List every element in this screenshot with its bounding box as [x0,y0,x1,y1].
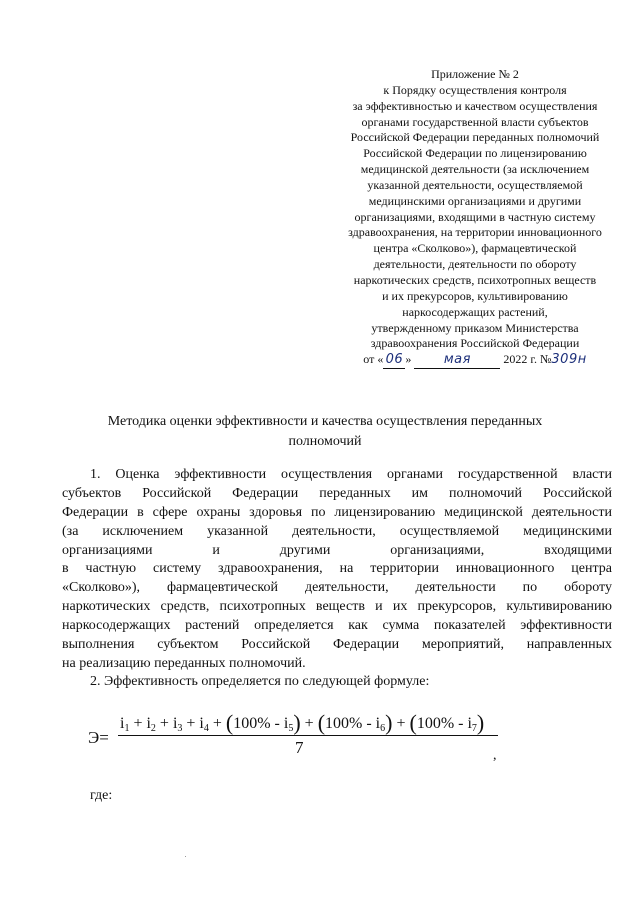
appendix-line: Российской Федерации переданных полномочий [350,130,600,145]
scan-speck [185,856,186,857]
paragraph-line: «Сколково»), фармацевтической деятельности, деятельности по обороту [62,580,612,596]
formula-lhs: Э= [88,728,109,747]
formula-numerator: $i_1 + i_2 + i_3 + i_4 + (100\% - i_5) + (100\% - i_6) + (100\% - i_7)$ [120,710,485,735]
appendix-header [330,67,620,369]
appendix-line: за эффективностью и качеством осуществления [352,98,598,113]
appendix-line: к Порядку осуществления контроля [383,82,567,97]
paragraph-line: наркотических средств, психотропных веществ и их прекурсоров, культивированию [62,599,612,615]
appendix-line: здравоохранения, на территории инновационного [348,225,602,240]
appendix-line: медицинской деятельности (за исключением [360,162,590,177]
date-month: мая [414,352,500,369]
paragraph-line: выполнения субъектом Российской Федерации мероприятий, направленных [62,637,612,653]
appendix-line: органами государственной власти субъектов [361,114,589,129]
title-line: Методика оценки эффективности и качества осуществления переданных [107,414,543,429]
appendix-line: и их прекурсоров, культивированию [382,288,568,303]
order-date-line [330,352,620,369]
appendix-line: здравоохранения Российской Федерации [370,336,580,351]
paragraph-line: на реализацию переданных полномочий. [62,655,306,671]
appendix-line: указанной деятельности, осуществляемой [367,177,583,192]
where-label: где: [90,788,113,803]
appendix-line: медицинскими организациями и другими [368,193,582,208]
date-day: 06 [383,352,405,369]
appendix-line: деятельности, деятельности по обороту [373,257,577,272]
appendix-line: центра «Сколково»), фармацевтической [373,241,577,256]
fraction-bar [118,735,498,736]
paragraph-line: организациями и другими организациями, входящими [62,542,612,558]
order-number: 309н [551,352,587,368]
paragraph-1 [62,466,612,674]
paragraph-line: в частную систему здравоохранения, на территории инновационного центра [62,561,612,577]
paragraph-line: Федерации в сфере охраны здоровья по лицензированию медицинской деятельности [62,504,612,520]
appendix-line: утвержденному приказом Министерства [371,320,579,335]
date-year: 2022 г. № [503,352,552,367]
appendix-line: наркосодержащих растений, [402,304,548,319]
title-line: полномочий [288,434,362,449]
paragraph-line: субъектов Российской Федерации переданных им полномочий Российской [62,485,612,501]
paragraph-line: 1. Оценка эффективности осуществления органами государственной власти [90,467,612,482]
formula-comma: , [493,748,497,763]
formula-denominator: 7 [295,738,304,757]
efficiency-formula [88,706,508,766]
document-title [70,412,580,452]
date-mid: » [405,352,412,367]
paragraph-line: (за исключением указанной деятельности, осуществляемой медицинскими [62,523,612,539]
appendix-line: наркотических средств, психотропных веществ [353,272,597,287]
appendix-line: Российской Федерации по лицензированию [363,146,587,161]
paragraph-2: 2. Эффективность определяется по следующей формуле: [90,674,430,689]
paragraph-line: наркосодержащих растений определяется как сумма показателей эффективности [62,618,612,634]
appendix-line: организациями, входящими в частную систему [354,209,596,224]
date-prefix: от « [363,352,384,367]
appendix-line: Приложение № 2 [431,67,519,81]
